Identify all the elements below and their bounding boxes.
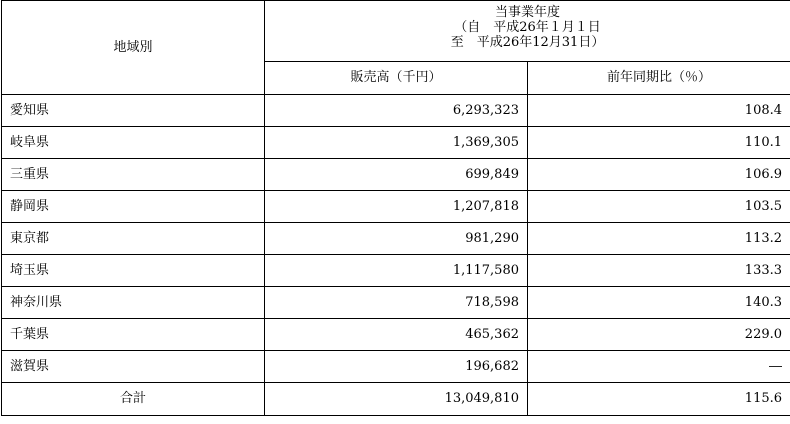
sales-cell: 196,682 — [265, 351, 528, 383]
fiscal-period-header — [265, 1, 790, 62]
ratio-cell: 110.1 — [528, 127, 790, 159]
sales-cell: 1,117,580 — [265, 255, 528, 287]
total-sales-cell: 13,049,810 — [265, 383, 528, 416]
period-to: 至 平成26年12月31日） — [450, 35, 605, 50]
total-ratio-cell: 115.6 — [528, 383, 790, 416]
table-row — [2, 159, 790, 191]
ratio-cell: 103.5 — [528, 191, 790, 223]
sales-column-header: 販売高（千円） — [265, 62, 528, 95]
total-label-cell: 合計 — [2, 383, 265, 416]
sales-cell: 6,293,323 — [265, 95, 528, 127]
sales-cell: 981,290 — [265, 223, 528, 255]
table-row — [2, 191, 790, 223]
table-row — [2, 223, 790, 255]
region-cell: 三重県 — [2, 159, 265, 191]
sales-cell: 465,362 — [265, 319, 528, 351]
table-row — [2, 287, 790, 319]
ratio-cell: 140.3 — [528, 287, 790, 319]
header-row-period — [2, 1, 790, 62]
region-cell: 滋賀県 — [2, 351, 265, 383]
region-cell: 岐阜県 — [2, 127, 265, 159]
ratio-cell: 133.3 — [528, 255, 790, 287]
ratio-cell: 229.0 — [528, 319, 790, 351]
sales-cell: 1,369,305 — [265, 127, 528, 159]
region-cell: 千葉県 — [2, 319, 265, 351]
region-column-header: 地域別 — [2, 1, 265, 95]
ratio-cell: 113.2 — [528, 223, 790, 255]
table-row — [2, 127, 790, 159]
table-row — [2, 95, 790, 127]
table-row — [2, 255, 790, 287]
ratio-cell: 106.9 — [528, 159, 790, 191]
region-cell: 神奈川県 — [2, 287, 265, 319]
period-from: （自 平成26年１月１日 — [454, 20, 601, 35]
sales-by-region-table — [1, 0, 790, 416]
total-row — [2, 383, 790, 416]
region-cell: 静岡県 — [2, 191, 265, 223]
region-cell: 埼玉県 — [2, 255, 265, 287]
region-cell: 東京都 — [2, 223, 265, 255]
sales-cell: 1,207,818 — [265, 191, 528, 223]
region-cell: 愛知県 — [2, 95, 265, 127]
ratio-cell: ― — [528, 351, 790, 383]
table-row — [2, 351, 790, 383]
table-row — [2, 319, 790, 351]
ratio-cell: 108.4 — [528, 95, 790, 127]
sales-cell: 718,598 — [265, 287, 528, 319]
period-title: 当事業年度 — [495, 5, 561, 20]
sales-cell: 699,849 — [265, 159, 528, 191]
ratio-column-header: 前年同期比（％） — [528, 62, 790, 95]
